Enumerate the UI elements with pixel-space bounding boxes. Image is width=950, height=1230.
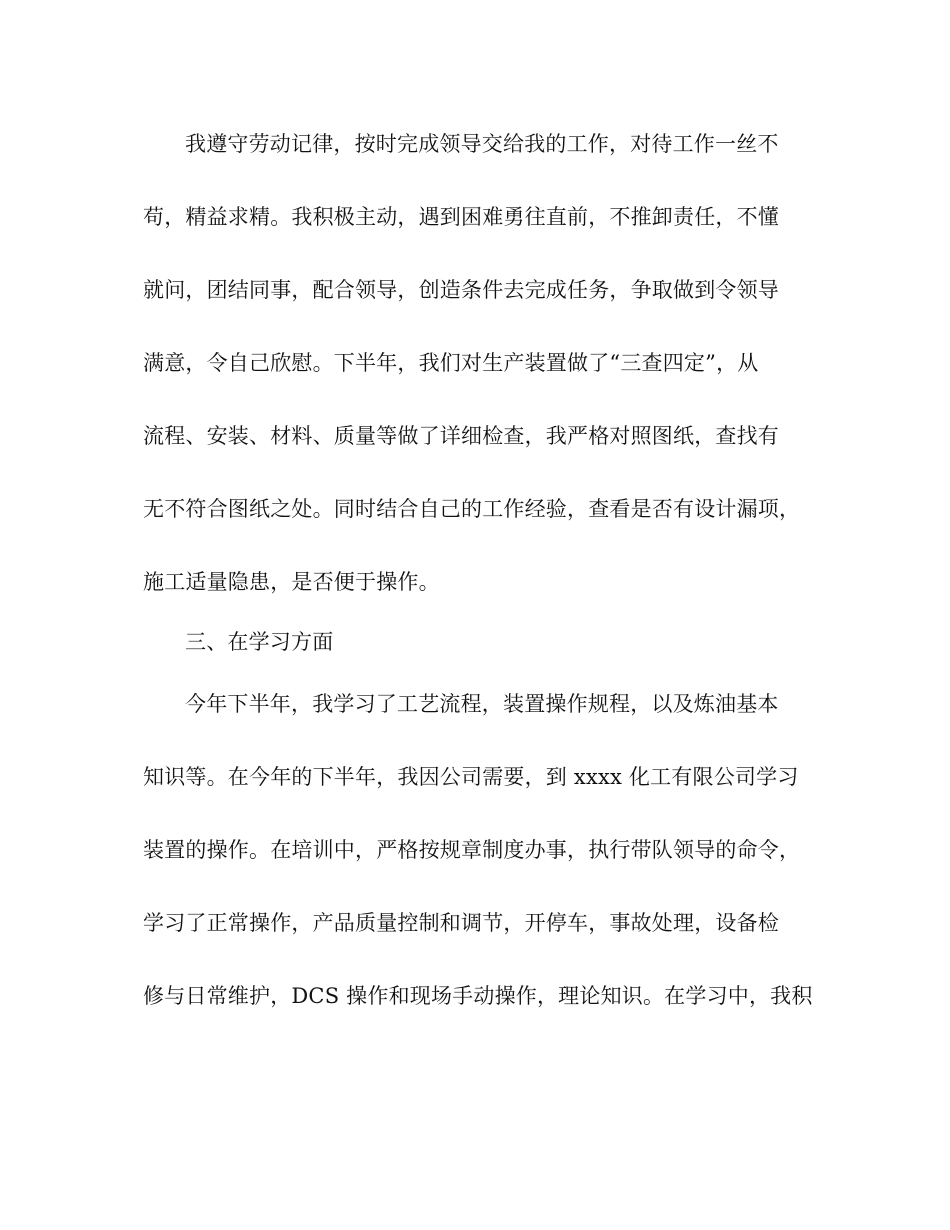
paragraph-2-line-1: 今年下半年，我学习了工艺流程，装置操作规程，以及炼油基本: [185, 692, 779, 716]
paragraph-2-line-4: 学习了正常操作，产品质量控制和调节，开停车，事故处理，设备检: [143, 911, 779, 935]
paragraph-1-line-1: 我遵守劳动记律，按时完成领导交给我的工作，对待工作一丝不: [185, 132, 779, 156]
paragraph-1-line-4: 满意，令自己欣慰。下半年，我们对生产装置做了“三查四定”，从: [143, 351, 759, 375]
paragraph-2-line-2: 知识等。在今年的下半年，我因公司需要，到 xxxx 化工有限公司学习: [143, 765, 799, 789]
paragraph-1-line-7: 施工适量隐患，是否便于操作。: [143, 570, 440, 594]
paragraph-1-line-6: 无不符合图纸之处。同时结合自己的工作经验，查看是否有设计漏项，: [143, 497, 801, 521]
paragraph-1-line-2: 苟，精益求精。我积极主动，遇到困难勇往直前，不推卸责任，不懂: [143, 205, 779, 229]
paragraph-1-line-5: 流程、安装、材料、质量等做了详细检查，我严格对照图纸，查找有: [143, 424, 779, 448]
section-heading: 三、在学习方面: [185, 630, 334, 654]
paragraph-1-line-3: 就问，团结同事，配合领导，创造条件去完成任务，争取做到令领导: [143, 278, 779, 302]
paragraph-2-line-5: 修与日常维护，DCS 操作和现场手动操作，理论知识。在学习中，我积: [143, 984, 813, 1008]
paragraph-2-line-3: 装置的操作。在培训中，严格按规章制度办事，执行带队领导的命令，: [143, 838, 801, 862]
